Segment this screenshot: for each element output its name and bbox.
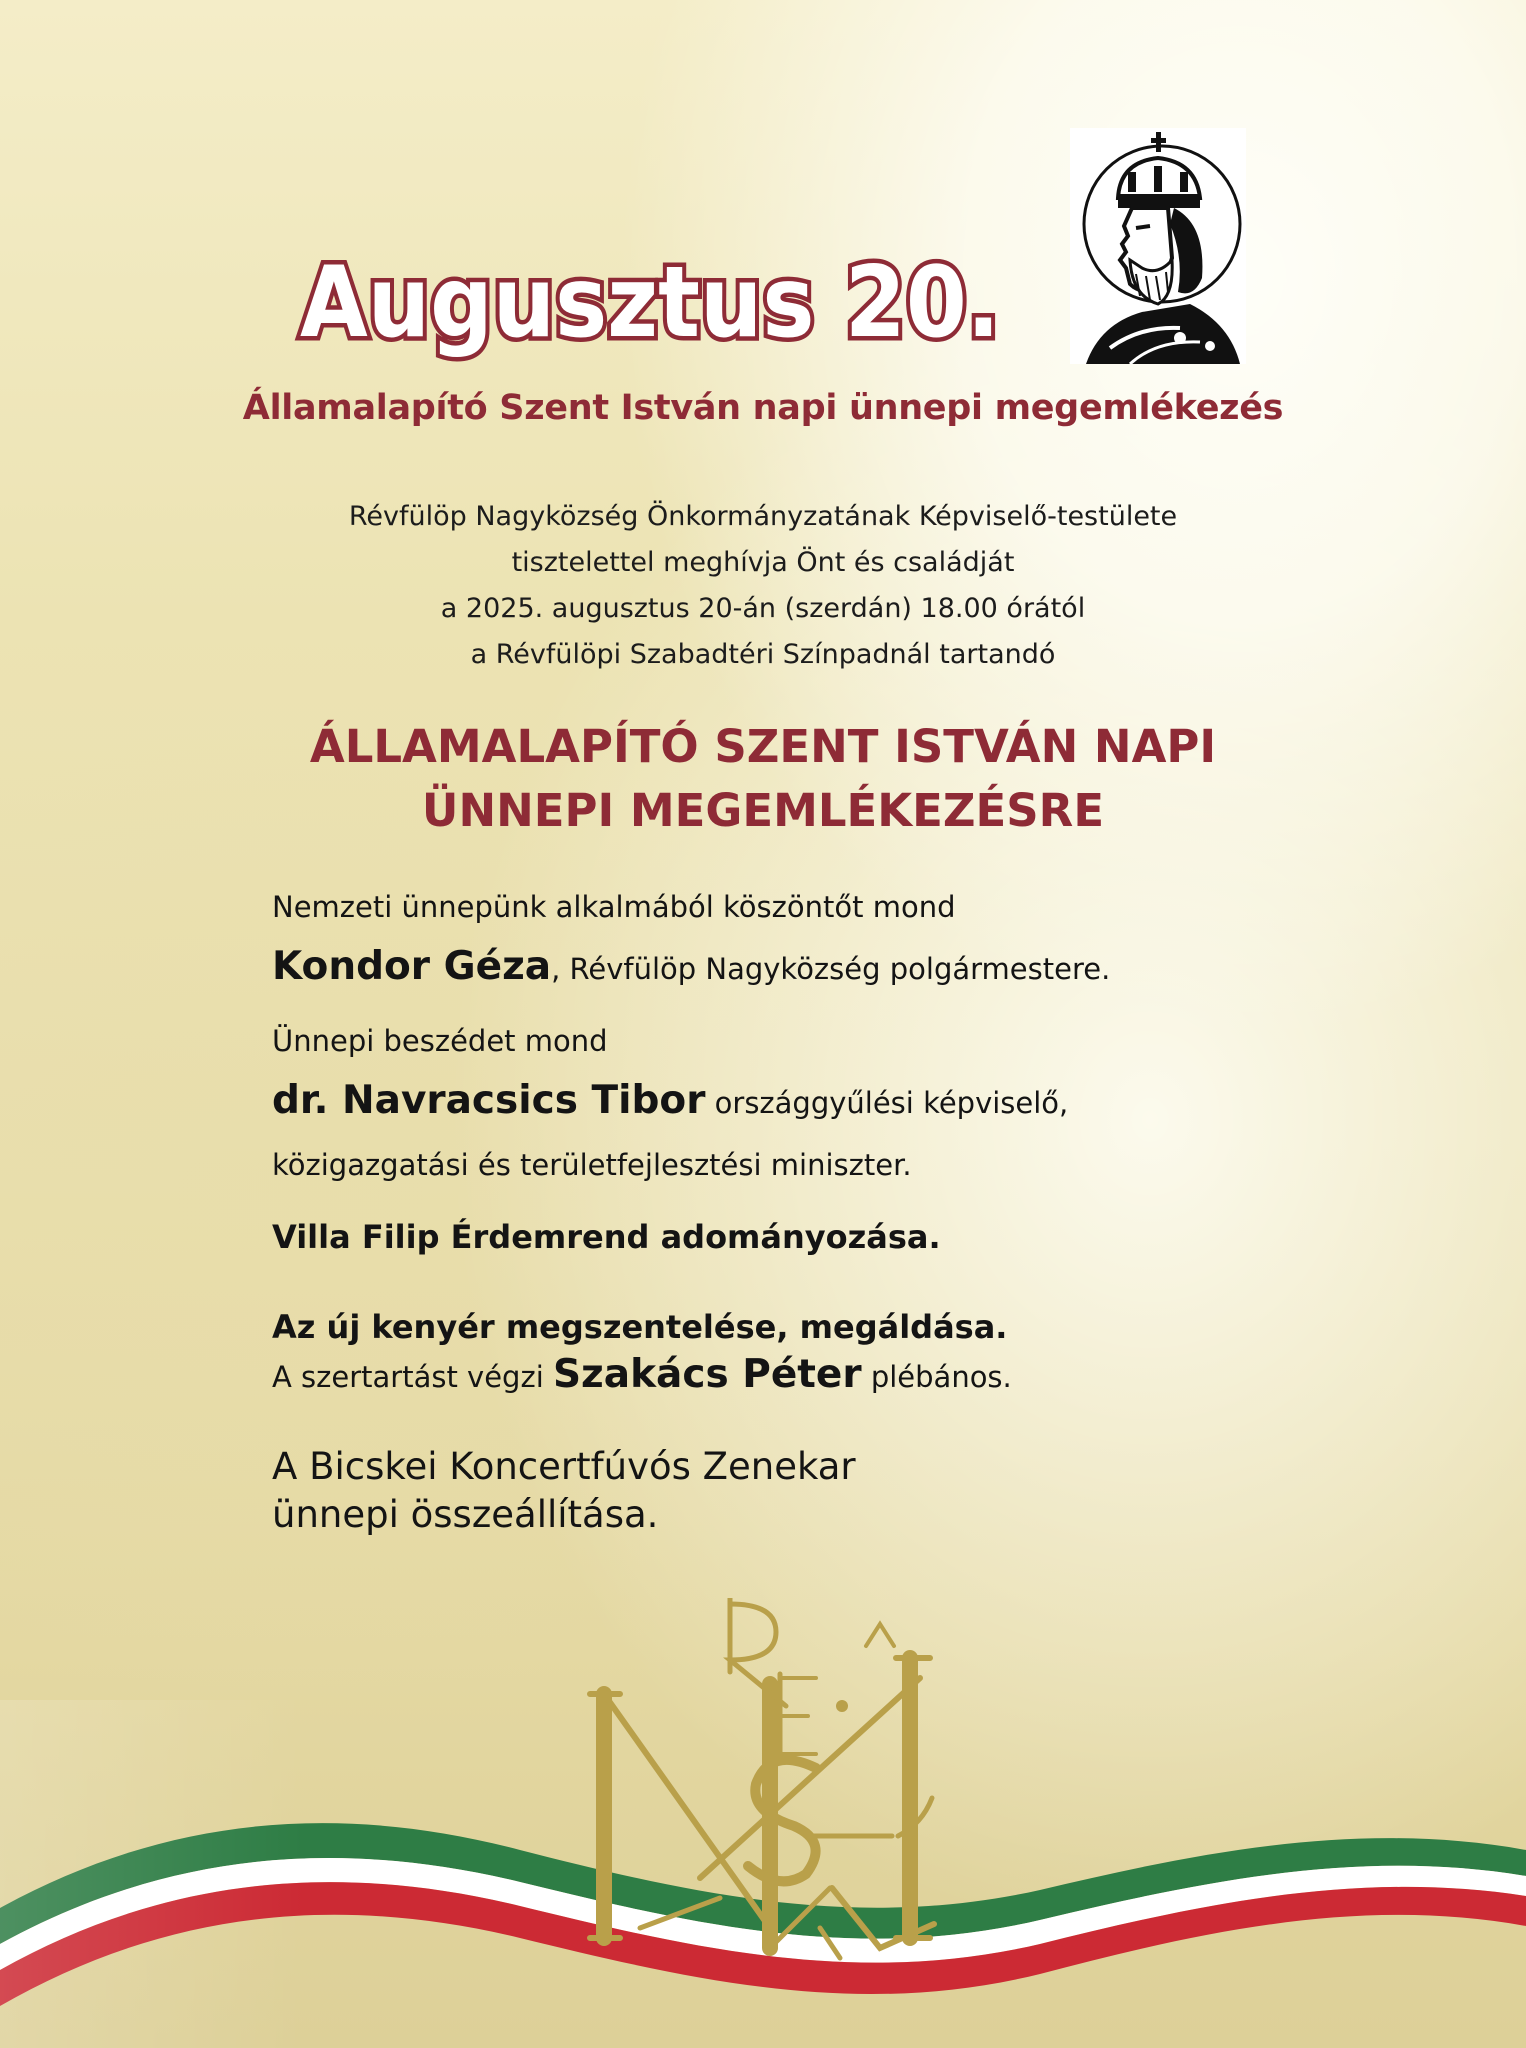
speech-intro: Ünnepi beszédet mond bbox=[272, 1024, 608, 1058]
title bbox=[292, 238, 1052, 358]
priest-title: plébános. bbox=[861, 1360, 1012, 1394]
ceremony-line bbox=[272, 1352, 1012, 1397]
intro-line: a 2025. augusztus 20-án (szerdán) 18.00 órától bbox=[440, 593, 1086, 624]
headline-line: ÜNNEPI MEGEMLÉKEZÉSRE bbox=[421, 784, 1105, 837]
greeting-intro: Nemzeti ünnepünk alkalmából köszöntőt mond bbox=[272, 890, 956, 924]
speaker-title-line: közigazgatási és területfejlesztési miniszter. bbox=[272, 1148, 912, 1182]
intro-line: Révfülöp Nagyközség Önkormányzatának Képviselő-testülete bbox=[348, 501, 1178, 532]
title-text: Augusztus 20. bbox=[300, 246, 1000, 360]
saint-stephen-portrait-icon bbox=[1070, 128, 1246, 364]
award-line: Villa Filip Érdemrend adományozása. bbox=[272, 1218, 941, 1256]
invitation-text bbox=[0, 494, 1526, 678]
royal-monogram-icon bbox=[580, 1598, 960, 1978]
event-headline bbox=[0, 715, 1526, 843]
mayor-line bbox=[272, 944, 1110, 989]
bread-blessing-line: Az új kenyér megszentelése, megáldása. bbox=[272, 1308, 1008, 1346]
priest-name: Szakács Péter bbox=[552, 1352, 862, 1397]
band-line: A Bicskei Koncertfúvós Zenekar bbox=[272, 1445, 856, 1488]
speaker-title: országgyűlési képviselő, bbox=[705, 1086, 1069, 1120]
speaker-name: dr. Navracsics Tibor bbox=[272, 1078, 706, 1123]
ceremony-prefix: A szertartást végzi bbox=[272, 1360, 553, 1394]
subtitle: Államalapító Szent István napi ünnepi megemlékezés bbox=[242, 388, 1284, 428]
mayor-name: Kondor Géza bbox=[272, 944, 552, 989]
band-line: ünnepi összeállítása. bbox=[272, 1493, 659, 1536]
title-graphic bbox=[292, 238, 1052, 358]
mayor-title: , Révfülöp Nagyközség polgármestere. bbox=[551, 952, 1111, 986]
intro-line: a Révfülöpi Szabadtéri Színpadnál tartandó bbox=[470, 639, 1056, 670]
intro-line: tisztelettel meghívja Önt és családját bbox=[511, 547, 1015, 578]
speaker-line bbox=[272, 1078, 1068, 1123]
headline-line: ÁLLAMALAPÍTÓ SZENT ISTVÁN NAPI bbox=[309, 720, 1217, 773]
